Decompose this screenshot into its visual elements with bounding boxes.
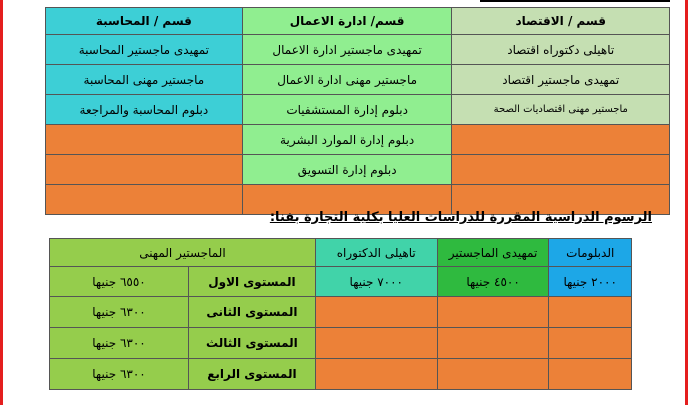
empty-cell [437, 297, 549, 328]
table-row [50, 359, 632, 390]
empty-cell [46, 125, 243, 155]
program-cell: تمهيدى ماجستير المحاسبة [46, 35, 243, 65]
fee-diplomas: ٢٠٠٠ جنيها [549, 267, 632, 297]
program-cell: ماجستير مهنى المحاسبة [46, 65, 243, 95]
empty-cell [549, 359, 632, 390]
table-row [46, 125, 670, 155]
table-row [50, 297, 632, 328]
fees-header-row [50, 239, 632, 267]
empty-cell [315, 328, 437, 359]
level-fee: ٦٥٥٠ جنيها [50, 267, 189, 297]
level-fee: ٦٣٠٠ جنيها [50, 359, 189, 390]
empty-cell [549, 297, 632, 328]
top-rule [480, 0, 670, 2]
header-business-admin: قسم/ ادارة الاعمال [242, 8, 452, 35]
header-diplomas: الدبلومات [549, 239, 632, 267]
empty-cell [549, 328, 632, 359]
level-label: المستوى الاول [188, 267, 315, 297]
table-row [46, 155, 670, 185]
program-cell: دبلوم إدارة المستشفيات [242, 95, 452, 125]
empty-cell [452, 155, 670, 185]
level-fee: ٦٣٠٠ جنيها [50, 328, 189, 359]
table-row [50, 267, 632, 297]
fees-table [49, 238, 632, 390]
table-row [46, 65, 670, 95]
header-doctorate-qualifying: تاهيلى الدكتوراه [315, 239, 437, 267]
level-label: المستوى الثالث [188, 328, 315, 359]
empty-cell [452, 125, 670, 155]
level-fee: ٦٣٠٠ جنيها [50, 297, 189, 328]
program-cell: دبلوم المحاسبة والمراجعة [46, 95, 243, 125]
empty-cell [46, 155, 243, 185]
header-economics: قسم / الاقتصاد [452, 8, 670, 35]
program-cell: ماجستير مهنى ادارة الاعمال [242, 65, 452, 95]
page-border-left [0, 0, 3, 405]
program-cell: تمهيدى ماجستير ادارة الاعمال [242, 35, 452, 65]
empty-cell [46, 185, 243, 215]
header-professional-master: الماجستير المهنى [50, 239, 316, 267]
empty-cell [315, 297, 437, 328]
table-row [46, 95, 670, 125]
header-pre-master: تمهيدى الماجستير [437, 239, 549, 267]
program-cell: تمهيدى ماجستير اقتصاد [452, 65, 670, 95]
table-row [50, 328, 632, 359]
program-cell: دبلوم إدارة الموارد البشرية [242, 125, 452, 155]
empty-cell [437, 359, 549, 390]
program-cell: تاهيلى دكتوراه اقتصاد [452, 35, 670, 65]
empty-cell [315, 359, 437, 390]
fee-doctorate-qualifying: ٧٠٠٠ جنيها [315, 267, 437, 297]
level-label: المستوى الثانى [188, 297, 315, 328]
program-cell: ماجستير مهنى اقتصاديات الصحة [452, 95, 670, 125]
table-row [46, 35, 670, 65]
empty-cell [437, 328, 549, 359]
fees-heading: الرسوم الدراسية المقررة للدراسات العليا بكلية التجارة بفنا: [269, 210, 652, 225]
header-accounting: قسم / المحاسبة [46, 8, 243, 35]
fee-pre-master: ٤٥٠٠ جنيها [437, 267, 549, 297]
departments-header-row [46, 8, 670, 35]
level-label: المستوى الرابع [188, 359, 315, 390]
program-cell: دبلوم إدارة التسويق [242, 155, 452, 185]
departments-table [45, 7, 670, 215]
